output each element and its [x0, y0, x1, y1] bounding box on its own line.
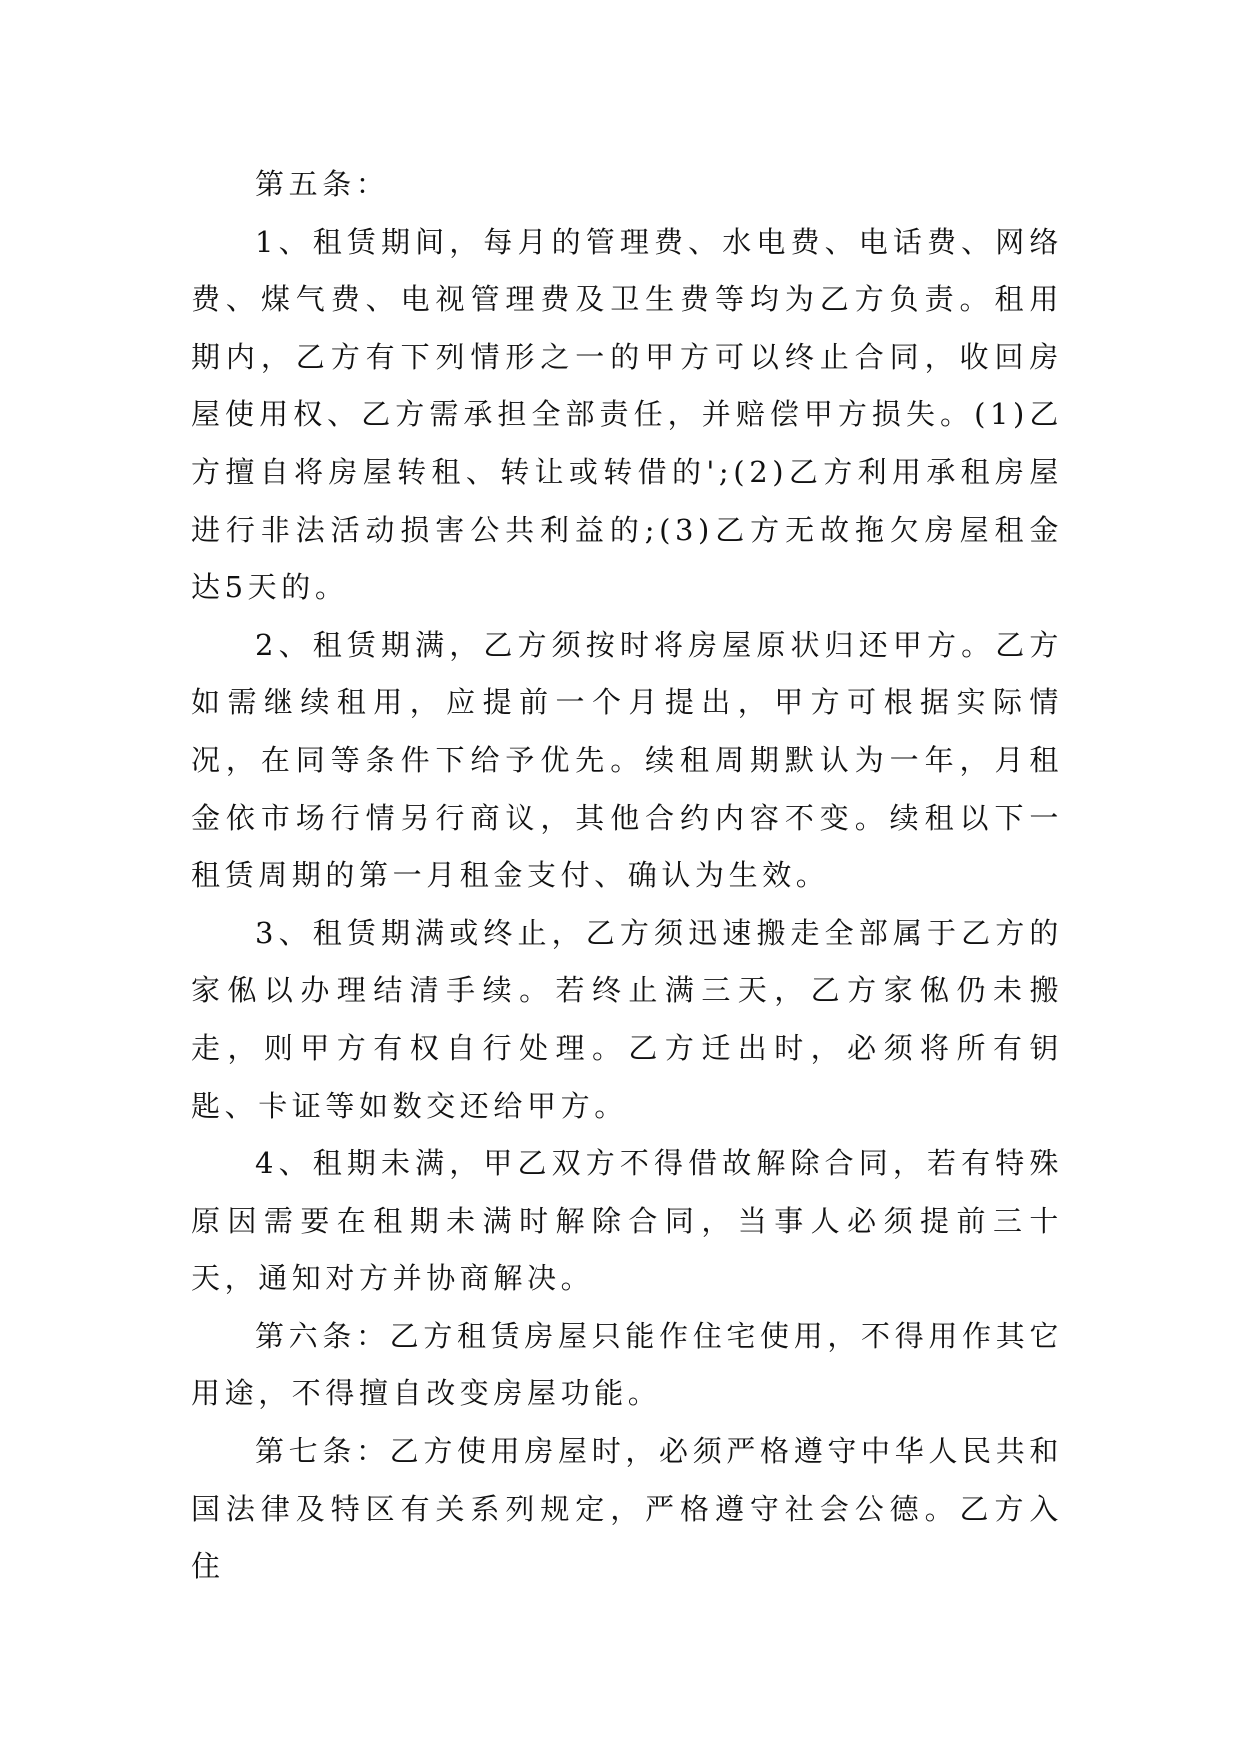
article-5-clause-1: 1、租赁期间，每月的管理费、水电费、电话费、网络费、煤气费、电视管理费及卫生费等均为乙方负责。租用期内，乙方有下列情形之一的甲方可以终止合同，收回房屋使用权、乙方需承担全部责任，并赔偿甲方损失。(1)乙方擅自将房屋转租、转让或转借的';(2)乙方利用承租房屋进行非法活动损害公共利益的;(3)乙方无故拖欠房屋租金达5天的。 — [191, 224, 1063, 605]
article-5-clause-2: 2、租赁期满，乙方须按时将房屋原状归还甲方。乙方如需继续租用，应提前一个月提出，甲方可根据实际情况，在同等条件下给予优先。续租周期默认为一年，月租金依市场行情另行商议，其他合约内容不变。续租以下一租赁周期的第一月租金支付、确认为生效。 — [191, 627, 1063, 893]
document-body — [191, 156, 1063, 1596]
article-7: 第七条：乙方使用房屋时，必须严格遵守中华人民共和国法律及特区有关系列规定，严格遵守社会公德。乙方入住 — [191, 1434, 1063, 1584]
article-6: 第六条：乙方租赁房屋只能作住宅使用，不得用作其它用途，不得擅自改变房屋功能。 — [191, 1318, 1063, 1411]
article-5-heading: 第五条： — [255, 167, 390, 201]
article-5-clause-4: 4、租期未满，甲乙双方不得借故解除合同，若有特殊原因需要在租期未满时解除合同，当事人必须提前三十天，通知对方并协商解决。 — [191, 1146, 1063, 1296]
article-5-clause-3: 3、租赁期满或终止，乙方须迅速搬走全部属于乙方的家俬以办理结清手续。若终止满三天，乙方家俬仍未搬走，则甲方有权自行处理。乙方迁出时，必须将所有钥匙、卡证等如数交还给甲方。 — [191, 915, 1063, 1123]
